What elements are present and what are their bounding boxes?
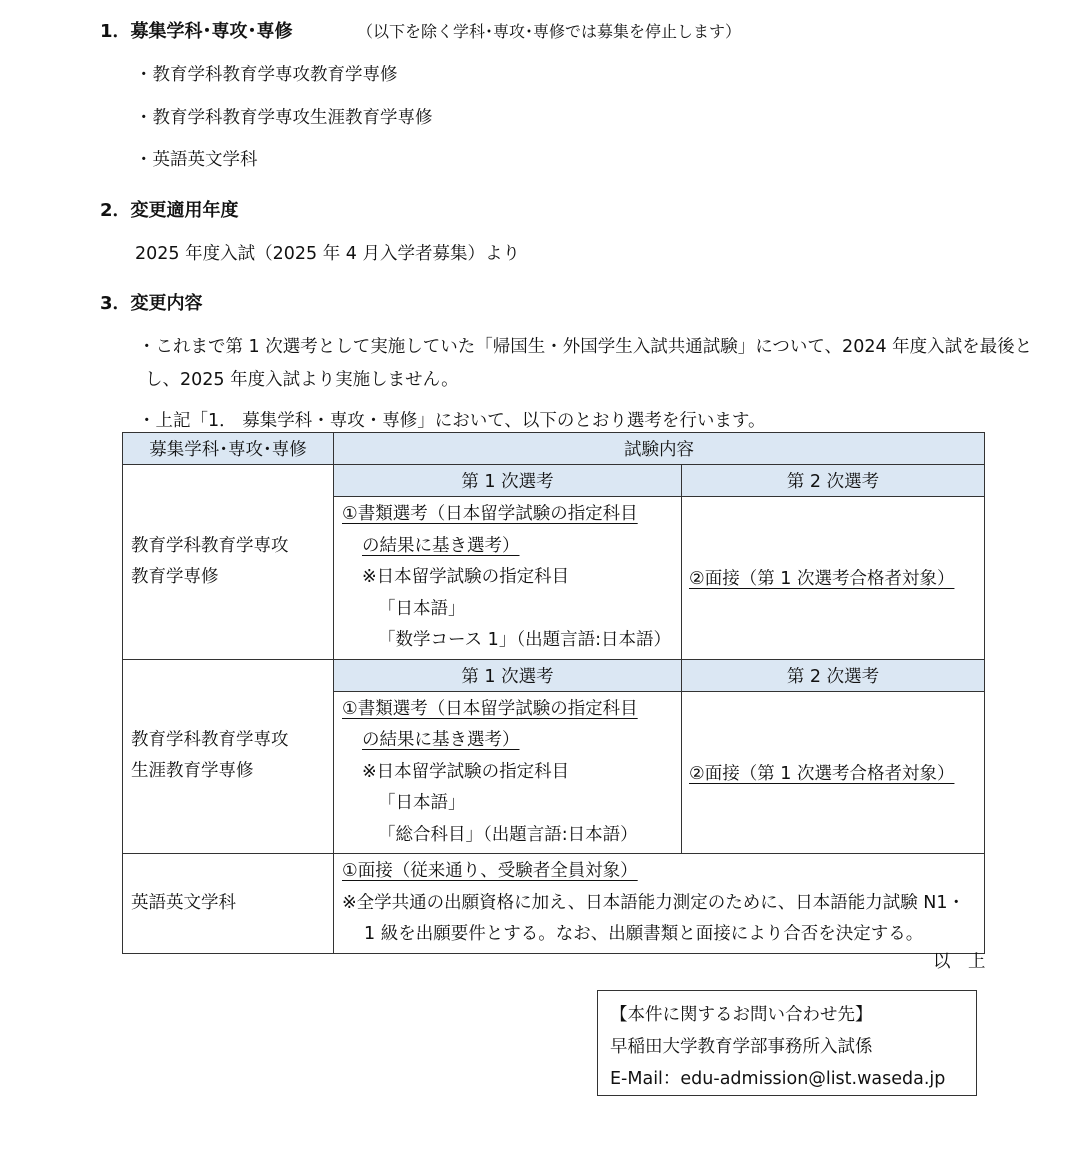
row2-name-line2: 生涯教育学専修 bbox=[131, 761, 254, 782]
row3-line3: 1 級を出願要件とする。なお、出願書類と面接により合否を決定する。 bbox=[364, 924, 924, 944]
col-head-left: 募集学科･専攻･専修 bbox=[123, 433, 334, 465]
row3-name: 英語英文学科 bbox=[123, 854, 334, 954]
section3-para1-line1: ・これまで第 1 次選考として実施していた「帰国生・外国学生入試共通試験」について、2024 年度入試を最後と bbox=[138, 337, 1033, 357]
row1-stage2-content bbox=[682, 497, 985, 660]
row1-stage2-head: 第 2 次選考 bbox=[682, 465, 985, 497]
section3-para1-line2: し、2025 年度入試より実施しません。 bbox=[145, 370, 459, 390]
row2-s1-line2: の結果に基き選考） bbox=[362, 730, 520, 750]
row2-s1-line4: 「日本語」 bbox=[378, 793, 466, 813]
contact-box bbox=[597, 990, 977, 1096]
row2-name bbox=[123, 659, 334, 854]
row3-content bbox=[334, 854, 985, 954]
section1-item-1: ・教育学科教育学専攻教育学専修 bbox=[135, 65, 398, 85]
row1-s1-line2: の結果に基き選考） bbox=[362, 535, 520, 556]
selection-table bbox=[122, 432, 985, 954]
contact-office: 早稲田大学教育学部事務所入試係 bbox=[610, 1037, 873, 1057]
row1-name-line1: 教育学科教育学専攻 bbox=[131, 535, 289, 556]
row2-s1-line5: 「総合科目」（出題言語:日本語） bbox=[378, 824, 638, 845]
row1-s1-line1: ①書類選考（日本留学試験の指定科目 bbox=[342, 504, 638, 524]
row2-stage1-content bbox=[334, 691, 682, 854]
row1-s2: ②面接（第 1 次選考合格者対象） bbox=[689, 569, 955, 590]
row1-stage1-content bbox=[334, 497, 682, 660]
col-head-right: 試験内容 bbox=[334, 433, 985, 465]
row1-s1-line5: 「数学コース 1」（出題言語:日本語） bbox=[378, 630, 671, 650]
contact-email[interactable]: E-Mail：edu-admission@list.waseda.jp bbox=[610, 1069, 946, 1089]
section2-text: 2025 年度入試（2025 年 4 月入学者募集）より bbox=[135, 244, 520, 264]
row1-stage1-head: 第 1 次選考 bbox=[334, 465, 682, 497]
contact-title: 【本件に関するお問い合わせ先】 bbox=[610, 1005, 873, 1025]
row2-s2: ②面接（第 1 次選考合格者対象） bbox=[689, 763, 955, 784]
row2-s1-line3: ※日本留学試験の指定科目 bbox=[362, 761, 570, 782]
row2-s1-line1: ①書類選考（日本留学試験の指定科目 bbox=[342, 698, 638, 719]
row1-name-line2: 教育学専修 bbox=[131, 566, 219, 587]
section2-heading: 2．変更適用年度 bbox=[100, 200, 239, 221]
section1-note: （以下を除く学科･専攻･専修では募集を停止します） bbox=[357, 22, 742, 41]
section1-item-2: ・教育学科教育学専攻生涯教育学専修 bbox=[135, 108, 433, 128]
row2-stage1-head: 第 1 次選考 bbox=[334, 659, 682, 691]
row1-s1-line3: ※日本留学試験の指定科目 bbox=[362, 567, 570, 587]
row2-stage2-head: 第 2 次選考 bbox=[682, 659, 985, 691]
closing-text: 以 上 bbox=[933, 952, 986, 972]
row2-stage2-content bbox=[682, 691, 985, 854]
row3-line1: ①面接（従来通り、受験者全員対象） bbox=[342, 861, 638, 881]
section3-heading: 3．変更内容 bbox=[100, 293, 203, 314]
row3-line2: ※全学共通の出願資格に加え、日本語能力測定のために、日本語能力試験 N1・ bbox=[342, 892, 965, 913]
section1-item-3: ・英語英文学科 bbox=[135, 150, 258, 170]
row1-s1-line4: 「日本語」 bbox=[378, 598, 466, 619]
row1-name bbox=[123, 465, 334, 660]
section3-para2: ・上記「1． 募集学科・専攻・専修」において、以下のとおり選考を行います。 bbox=[138, 411, 766, 431]
row2-name-line1: 教育学科教育学専攻 bbox=[131, 730, 289, 751]
section1-heading: 1．募集学科･専攻･専修 bbox=[100, 21, 293, 42]
